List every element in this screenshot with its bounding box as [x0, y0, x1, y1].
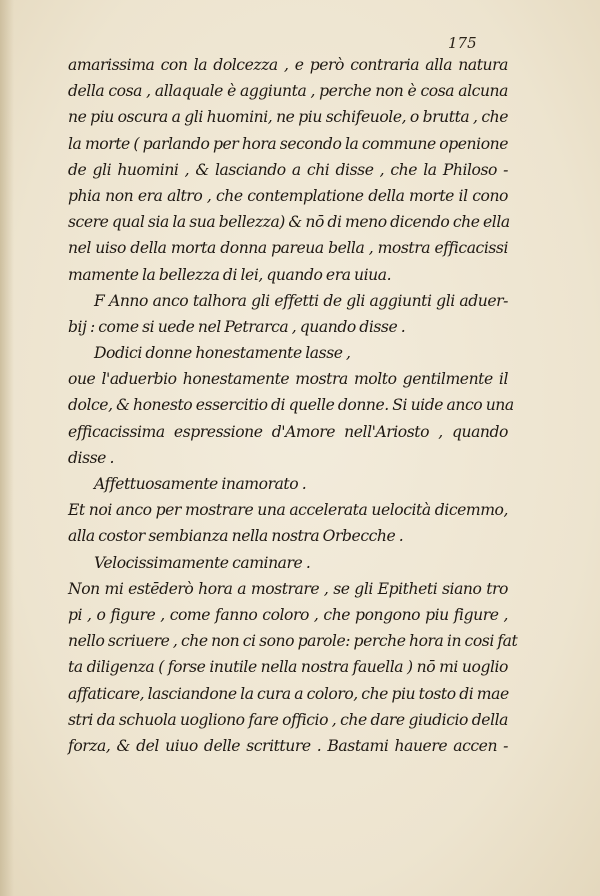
text-line: la morte ( parlando per hora secondo la commune openione — [68, 134, 508, 153]
page-number: 175 — [448, 34, 477, 52]
page-gutter-shadow — [0, 0, 14, 896]
text-line: oue l'aduerbio honestamente mostra molto gentilmente il — [68, 370, 508, 389]
text-line: scere qual sia la sua bellezza) & nō di meno dicendo che ella — [68, 213, 510, 232]
text-line: forza, & del uiuo delle scritture . Bastami hauere accen - — [68, 736, 508, 755]
text-line: phia non era altro , che contemplatione della morte il cono — [68, 186, 508, 205]
text-line: Velocissimamente caminare . — [94, 553, 311, 572]
text-line: stri da schuola uogliono fare officio , che dare giudicio della — [68, 710, 508, 729]
text-line: Dodici donne honestamente lasse , — [94, 344, 351, 363]
body-text — [68, 52, 518, 759]
text-line: alla costor sembianza nella nostra Orbecche . — [68, 527, 404, 546]
text-line: affaticare, lasciandone la cura a coloro, che piu tosto di mae — [68, 684, 509, 703]
text-line: Et noi anco per mostrare una accelerata uelocità dicemmo, — [68, 501, 508, 520]
text-line: dolce, & honesto essercitio di quelle donne. Si uide anco una — [68, 396, 514, 415]
text-line: bij : come si uede nel Petrarca , quando disse . — [68, 317, 406, 336]
text-line: amarissima con la dolcezza , e però contraria alla natura — [68, 56, 508, 74]
text-line: ne piu oscura a gli huomini, ne piu schifeuole, o brutta , che — [68, 108, 508, 127]
text-line: mamente la bellezza di lei, quando era uiua. — [68, 265, 392, 284]
text-line: nel uiso della morta donna pareua bella , mostra efficacissi — [68, 239, 508, 258]
text-line: nello scriuere , che non ci sono parole: perche hora in cosi fat — [68, 632, 518, 651]
text-line: efficacissima espressione d'Amore nell'Ariosto , quando — [68, 422, 508, 441]
text-line: ta diligenza ( forse inutile nella nostra fauella ) nō mi uoglio — [68, 658, 508, 677]
text-line: pi , o figure , come fanno coloro , che pongono piu figure , — [68, 605, 508, 624]
text-line: della cosa , allaquale è aggiunta , perche non è cosa alcuna — [68, 82, 508, 101]
text-line: disse . — [68, 448, 114, 467]
text-line: Affettuosamente inamorato . — [94, 475, 307, 493]
text-line: F Anno anco talhora gli effetti de gli aggiunti gli aduer- — [94, 291, 508, 310]
text-line: Non mi estēderò hora a mostrare , se gli Epitheti siano tro — [68, 579, 508, 598]
text-line: de gli huomini , & lasciando a chi disse , che la Philoso - — [68, 160, 508, 179]
